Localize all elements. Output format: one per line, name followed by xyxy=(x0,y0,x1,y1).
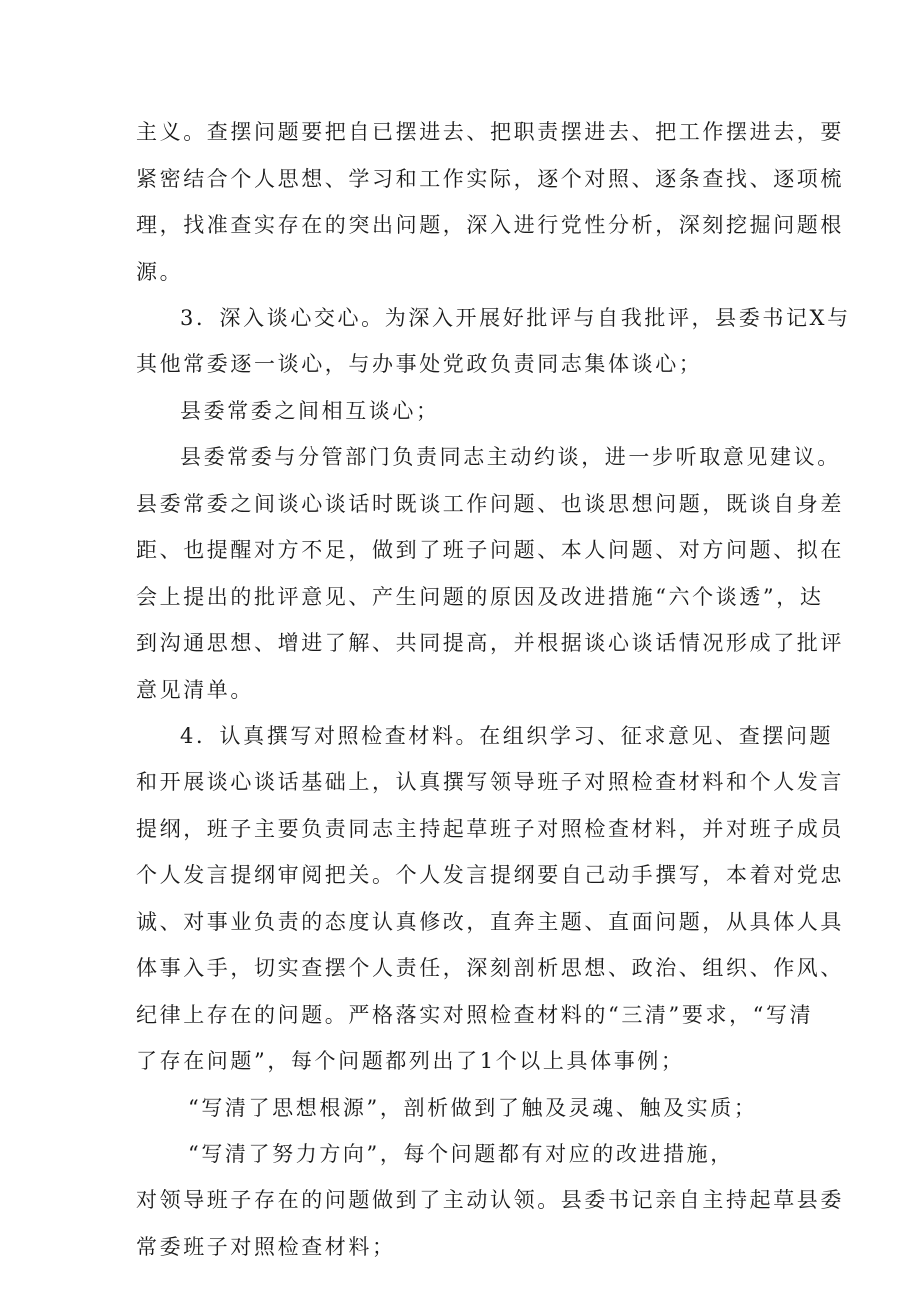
text-line: 会上提出的批评意见、产生问题的原因及改进措施“六个谈透”，达 xyxy=(136,585,824,609)
text-line: 理，找准查实存在的突出问题，深入进行党性分析，深刻挖掘问题根 xyxy=(136,213,844,237)
text-line: 提纲，班子主要负责同志主持起草班子对照检查材料，并对班子成员 xyxy=(136,817,844,841)
text-line: 县委常委与分管部门负责同志主动约谈，进一步听取意见建议。 xyxy=(180,445,841,469)
text-line: 3．深入谈心交心。为深入开展好批评与自我批评，县委书记X与 xyxy=(180,306,851,330)
text-line: 纪律上存在的问题。严格落实对照检查材料的“三清”要求，“写清 xyxy=(136,1003,814,1027)
text-line: 意见清单。 xyxy=(136,678,254,702)
text-line: 了存在问题”，每个问题都列出了1个以上具体事例； xyxy=(136,1049,685,1073)
text-line: 县委常委之间谈心谈话时既谈工作问题、也谈思想问题，既谈自身差 xyxy=(136,492,844,516)
text-line: 对领导班子存在的问题做到了主动认领。县委书记亲自主持起草县委 xyxy=(136,1188,844,1212)
text-line: “写清了努力方向”，每个问题都有对应的改进措施， xyxy=(188,1142,734,1166)
text-line: “写清了思想根源”，剖析做到了触及灵魂、触及实质； xyxy=(188,1096,758,1120)
text-line: 诚、对事业负责的态度认真修改，直奔主题、直面问题，从具体人具 xyxy=(136,910,844,934)
text-line: 其他常委逐一谈心，与办事处党政负责同志集体谈心； xyxy=(136,352,703,376)
text-line: 源。 xyxy=(136,260,184,284)
text-line: 和开展谈心谈话基础上，认真撰写领导班子对照检查材料和个人发言 xyxy=(136,770,844,794)
text-line: 常委班子对照检查材料； xyxy=(136,1235,396,1259)
text-line: 紧密结合个人思想、学习和工作实际，逐个对照、逐条查找、逐项梳 xyxy=(136,167,844,191)
text-line: 县委常委之间相互谈心； xyxy=(180,399,440,423)
text-line: 体事入手，切实查摆个人责任，深刻剖析思想、政治、组织、作风、 xyxy=(136,956,844,980)
text-line: 个人发言提纲审阅把关。个人发言提纲要自己动手撰写，本着对党忠 xyxy=(136,863,844,887)
text-line: 到沟通思想、增进了解、共同提高，并根据谈心谈话情况形成了批评 xyxy=(136,631,844,655)
text-line: 距、也提醒对方不足，做到了班子问题、本人问题、对方问题、拟在 xyxy=(136,538,844,562)
text-line: 主义。查摆问题要把自已摆进去、把职责摆进去、把工作摆进去，要 xyxy=(136,120,844,144)
text-line: 4．认真撰写对照检查材料。在组织学习、征求意见、查摆问题 xyxy=(180,724,834,748)
